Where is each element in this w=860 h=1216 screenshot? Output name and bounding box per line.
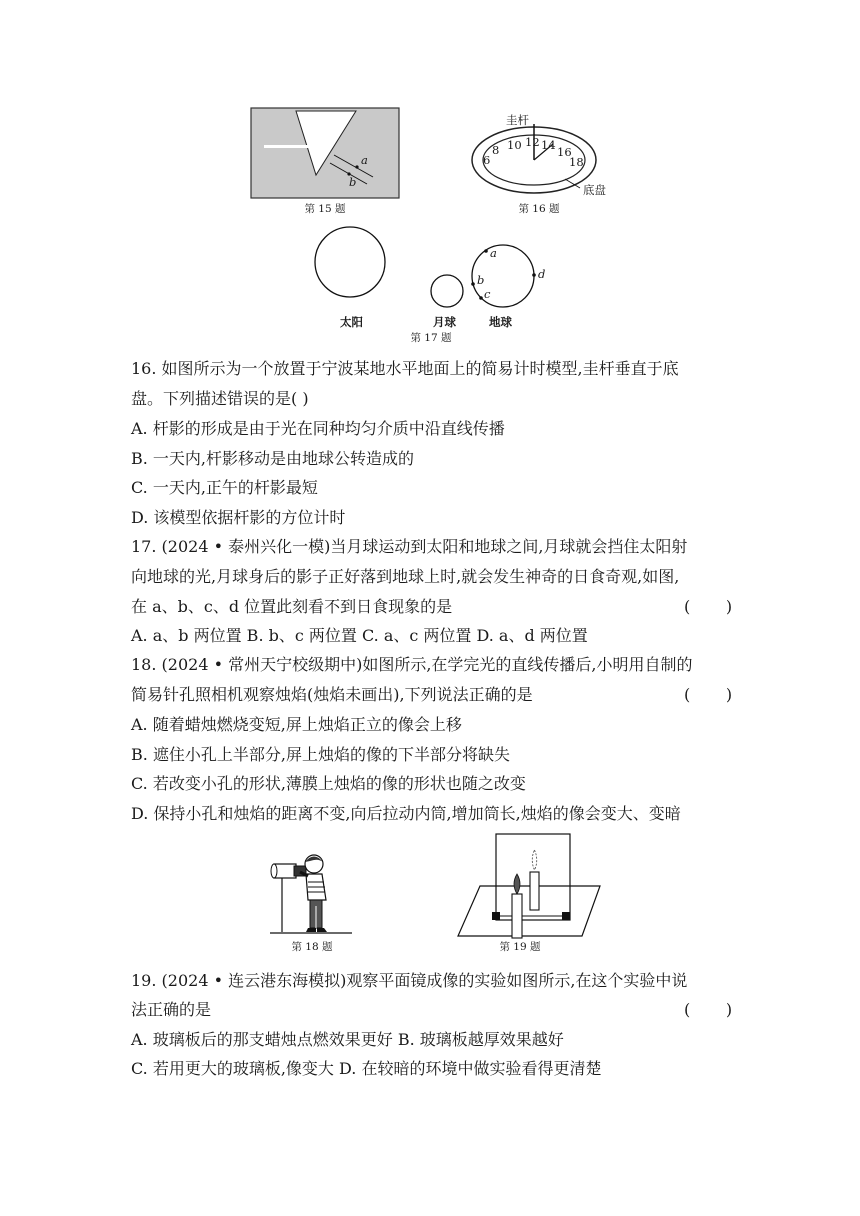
figure-18-drawing — [270, 852, 352, 942]
q16-option-c: C. 一天内,正午的杆影最短 — [131, 478, 318, 497]
q19-options-line1: A. 玻璃板后的那支蜡烛点燃效果更好 B. 玻璃板越厚效果越好 — [131, 1030, 564, 1049]
q18-option-d: D. 保持小孔和烛焰的距离不变,向后拉动内筒,增加筒长,烛焰的像会变大、变暗 — [131, 804, 681, 823]
q16-stem-line1: 16. 如图所示为一个放置于宁波某地水平地面上的简易计时模型,圭杆垂直于底 — [131, 359, 679, 378]
figure-15-caption: 第 15 题 — [304, 203, 346, 215]
candle-behind — [530, 872, 539, 910]
base-label: 底盘 — [583, 183, 606, 197]
q17-options: A. a、b 两位置 B. b、c 两位置 C. a、c 两位置 D. a、d 两位置 — [131, 626, 588, 645]
q17-stem-line2: 向地球的光,月球身后的影子正好落到地球上时,就会发生神奇的日食奇观,如图, — [131, 567, 680, 586]
q16-stem-line2: 盘。下列描述错误的是( ) — [131, 389, 309, 408]
figure-18-caption: 第 18 题 — [291, 941, 333, 953]
table-plane — [458, 886, 600, 936]
figure-19-drawing — [456, 832, 604, 940]
q18-option-b: B. 遮住小孔上半部分,屏上烛焰的像的下半部分将缺失 — [131, 745, 511, 764]
figure-19 — [456, 832, 604, 940]
incident-beam — [264, 145, 316, 148]
hour-18: 18 — [569, 155, 584, 169]
figure-16-caption: 第 16 题 — [518, 203, 560, 215]
hour-12: 12 — [525, 135, 540, 149]
q18-stem-line1: 18. (2024 • 常州天宁校级期中)如图所示,在学完光的直线传播后,小明用自制的 — [131, 655, 693, 674]
figure-17 — [300, 218, 560, 348]
earth-label: 地球 — [489, 315, 512, 329]
pole-label: 圭杆 — [506, 113, 529, 127]
moon-circle — [431, 275, 463, 307]
q19-options-line2: C. 若用更大的玻璃板,像变大 D. 在较暗的环境中做实验看得更清楚 — [131, 1059, 602, 1078]
sun-circle — [315, 227, 385, 297]
q18-stem-line2: 简易针孔照相机观察烛焰(烛焰未画出),下列说法正确的是 — [131, 685, 533, 704]
figure-16 — [465, 112, 615, 202]
point-d-dot — [532, 273, 536, 277]
q19-stem-line1: 19. (2024 • 连云港东海模拟)观察平面镜成像的实验如图所示,在这个实验中说 — [131, 971, 688, 990]
q16-option-d: D. 该模型依据杆影的方位计时 — [131, 508, 346, 527]
label-a: a — [361, 153, 368, 167]
figure-17-caption: 第 17 题 — [410, 332, 452, 344]
figure-18 — [270, 852, 352, 942]
label-d: d — [538, 267, 546, 281]
q18-option-c: C. 若改变小孔的形状,薄膜上烛焰的像的形状也随之改变 — [131, 774, 526, 793]
hour-6: 6 — [483, 153, 491, 167]
label-b: b — [477, 273, 485, 287]
q17-answer-paren: ( ) — [684, 597, 733, 616]
point-a-dot — [355, 165, 358, 168]
figure-15-drawing — [250, 107, 400, 199]
point-b-dot — [471, 282, 475, 286]
point-a-dot — [484, 249, 488, 253]
sun-label: 太阳 — [340, 315, 363, 329]
figure-15 — [250, 107, 400, 199]
hour-10: 10 — [507, 138, 522, 152]
q18-option-a: A. 随着蜡烛燃烧变短,屏上烛焰正立的像会上移 — [131, 715, 462, 734]
hour-16: 16 — [557, 145, 572, 159]
tube-front — [271, 864, 277, 878]
q17-stem-line3: 在 a、b、c、d 位置此刻看不到日食现象的是 — [131, 597, 453, 616]
hour-8: 8 — [492, 143, 500, 157]
glass-clamp-right — [562, 912, 570, 920]
hour-14: 14 — [541, 138, 556, 152]
candle-behind-flame-image — [532, 850, 537, 870]
point-c-dot — [479, 296, 483, 300]
figure-17-drawing — [300, 218, 560, 318]
label-a: a — [490, 246, 497, 260]
label-b: b — [349, 175, 357, 189]
person-shoes — [306, 928, 327, 932]
q19-stem-line2: 法正确的是 — [131, 1000, 212, 1019]
q16-option-b: B. 一天内,杆影移动是由地球公转造成的 — [131, 449, 415, 468]
q18-answer-paren: ( ) — [684, 685, 733, 704]
candle-front — [512, 894, 522, 938]
figure-19-caption: 第 19 题 — [499, 941, 541, 953]
moon-label: 月球 — [433, 315, 456, 329]
q17-stem-line1: 17. (2024 • 泰州兴化一模)当月球运动到太阳和地球之间,月球就会挡住太阳射 — [131, 537, 688, 556]
q19-answer-paren: ( ) — [684, 1000, 733, 1019]
q16-option-a: A. 杆影的形成是由于光在同种均匀介质中沿直线传播 — [131, 419, 505, 438]
label-c: c — [484, 287, 491, 301]
glass-clamp-left — [492, 912, 500, 920]
